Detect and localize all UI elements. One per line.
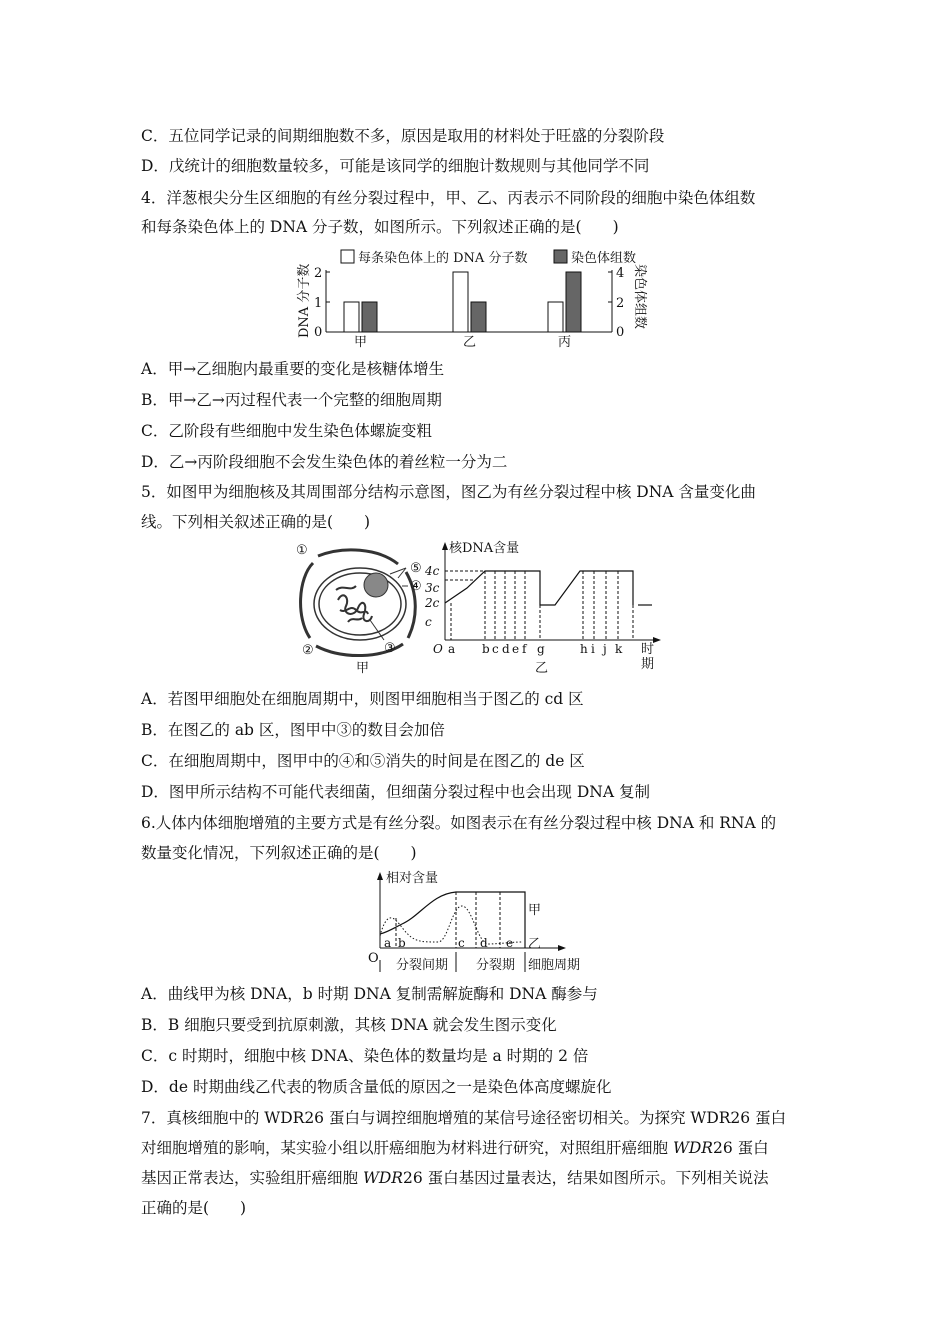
group-interphase: 分裂间期 <box>396 958 449 973</box>
left-tick-0: 0 <box>314 325 323 340</box>
phase-label-a: a <box>384 936 392 950</box>
option-6c: C．c 时期时，细胞中核 DNA、染色体的数量均是 a 时期的 2 倍 <box>141 1047 589 1065</box>
option-5a: A．若图甲细胞处在细胞周期中，则图甲细胞相当于图乙的 cd 区 <box>141 690 584 708</box>
chart-caption: 乙 <box>535 661 549 676</box>
question-7-stem-3: 基因正常表达，实验组肝癌细胞 WDR26 蛋白基因过量表达，结果如图所示。下列相关说法 <box>141 1169 769 1187</box>
x-tick-f: f <box>522 642 527 656</box>
x-tick-d: d <box>502 642 510 656</box>
option-4a: A．甲→乙细胞内最重要的变化是核糖体增生 <box>141 360 445 378</box>
label-1: ① <box>296 543 308 558</box>
option-3c: C．五位同学记录的间期细胞数不多，原因是取用的材料处于旺盛的分裂阶段 <box>141 127 665 145</box>
question-7-stem: 7．真核细胞中的 WDR26 蛋白与调控细胞增殖的某信号途径密切相关。为探究 WDR26 蛋白 <box>141 1109 787 1127</box>
option-5d: D．图甲所示结构不可能代表细菌，但细菌分裂过程中也会出现 DNA 复制 <box>141 783 650 801</box>
label-5: ⑤ <box>410 561 422 576</box>
category-yi: 乙 <box>463 335 477 350</box>
x-axis-title: 时 <box>641 642 655 657</box>
right-tick-0: 0 <box>616 325 625 340</box>
question-6-stem: 6.人体内体细胞增殖的主要方式是有丝分裂。如图表示在有丝分裂过程中核 DNA 和 RNA 的 <box>141 814 777 832</box>
option-3d: D．戊统计的细胞数量较多，可能是该同学的细胞计数规则与其他同学不同 <box>141 157 650 175</box>
phase-label-e: e <box>506 936 514 950</box>
y-axis-label-right: 染色体组数 <box>632 264 647 330</box>
question-4-stem-cont: 和每条染色体上的 DNA 分子数，如图所示。下列叙述正确的是( ) <box>141 218 619 236</box>
label-2: ② <box>302 643 314 658</box>
bar-dna-1 <box>453 272 468 332</box>
phase-label-c: c <box>458 936 465 950</box>
question-5-stem: 5．如图甲为细胞核及其周围部分结构示意图，图乙为有丝分裂过程中核 DNA 含量变化曲 <box>141 483 756 501</box>
y-tick-3c: 3c <box>425 581 440 595</box>
x-tick-b: b <box>482 642 490 656</box>
series-label-jia: 甲 <box>528 903 542 918</box>
option-5c: C．在细胞周期中，图甲中的④和⑤消失的时间是在图乙的 de 区 <box>141 752 585 770</box>
phase-label-b: b <box>398 936 406 950</box>
question-7-stem-2: 对细胞增殖的影响，某实验小组以肝癌细胞为材料进行研究，对照组肝癌细胞 WDR26 蛋白 <box>141 1139 769 1157</box>
bar-dna-0 <box>344 302 359 332</box>
bar-chromosome-set-1 <box>471 302 486 332</box>
option-4d: D．乙→丙阶段细胞不会发生染色体的着丝粒一分为二 <box>141 453 508 471</box>
bar-chart <box>290 242 660 354</box>
option-4b: B．甲→乙→丙过程代表一个完整的细胞周期 <box>141 391 442 409</box>
left-tick-1: 1 <box>314 296 323 311</box>
option-6a: A．曲线甲为核 DNA，b 时期 DNA 复制需解旋酶和 DNA 酶参与 <box>141 985 598 1003</box>
right-tick-4: 4 <box>616 266 625 281</box>
x-tick-g: g <box>537 642 545 656</box>
x-tick-O: O <box>433 642 443 656</box>
series-label-yi: 乙 <box>528 937 542 952</box>
relative-content-chart <box>360 868 600 980</box>
x-axis-title-2: 期 <box>641 657 655 672</box>
x-tick-e: e <box>512 642 520 656</box>
x-tick-i: i <box>591 642 595 656</box>
cell-nucleus-diagram <box>288 538 428 678</box>
bar-dna-2 <box>548 302 563 332</box>
group-cell-cycle: 细胞周期 <box>528 958 581 973</box>
label-4: ④ <box>410 579 422 594</box>
x-tick-k: k <box>615 642 623 656</box>
question-6-stem-cont: 数量变化情况，下列叙述正确的是( ) <box>141 844 417 862</box>
y-axis-label-left: DNA 分子数 <box>297 263 312 338</box>
left-tick-2: 2 <box>314 266 323 281</box>
y-tick-4c: 4c <box>425 564 440 578</box>
legend-dna: 每条染色体上的 DNA 分子数 <box>358 251 528 266</box>
option-4c: C．乙阶段有些细胞中发生染色体螺旋变粗 <box>141 422 432 440</box>
x-tick-a: a <box>448 642 456 656</box>
x-tick-c: c <box>492 642 499 656</box>
x-tick-h: h <box>580 642 588 656</box>
label-3: ③ <box>384 641 396 656</box>
phase-label-d: d <box>480 936 488 950</box>
right-tick-2: 2 <box>616 296 625 311</box>
legend-chromosome-set: 染色体组数 <box>571 251 637 266</box>
question-4-stem: 4．洋葱根尖分生区细胞的有丝分裂过程中，甲、乙、丙表示不同阶段的细胞中染色体组数 <box>141 189 756 207</box>
bar-chromosome-set-2 <box>566 272 581 332</box>
y-axis-title: 核DNA含量 <box>449 541 520 556</box>
y-tick-c: c <box>425 615 432 629</box>
category-bing: 丙 <box>558 335 572 350</box>
y-axis-title: 相对含量 <box>386 871 439 886</box>
option-6d: D．de 时期曲线乙代表的物质含量低的原因之一是染色体高度螺旋化 <box>141 1078 612 1096</box>
question-7-stem-4: 正确的是( ) <box>141 1199 247 1217</box>
option-6b: B．B 细胞只要受到抗原刺激，其核 DNA 就会发生图示变化 <box>141 1016 557 1034</box>
question-5-stem-cont: 线。下列相关叙述正确的是( ) <box>141 513 371 531</box>
option-5b: B．在图乙的 ab 区，图甲中③的数目会加倍 <box>141 721 445 739</box>
cell-figure-caption: 甲 <box>356 661 370 676</box>
origin-label: O <box>368 951 379 966</box>
y-tick-2c: 2c <box>425 596 440 610</box>
bar-chromosome-set-0 <box>362 302 377 332</box>
x-tick-j: j <box>603 642 607 656</box>
category-jia: 甲 <box>354 335 368 350</box>
dna-content-line-chart <box>425 538 665 676</box>
group-mitosis: 分裂期 <box>476 958 516 973</box>
